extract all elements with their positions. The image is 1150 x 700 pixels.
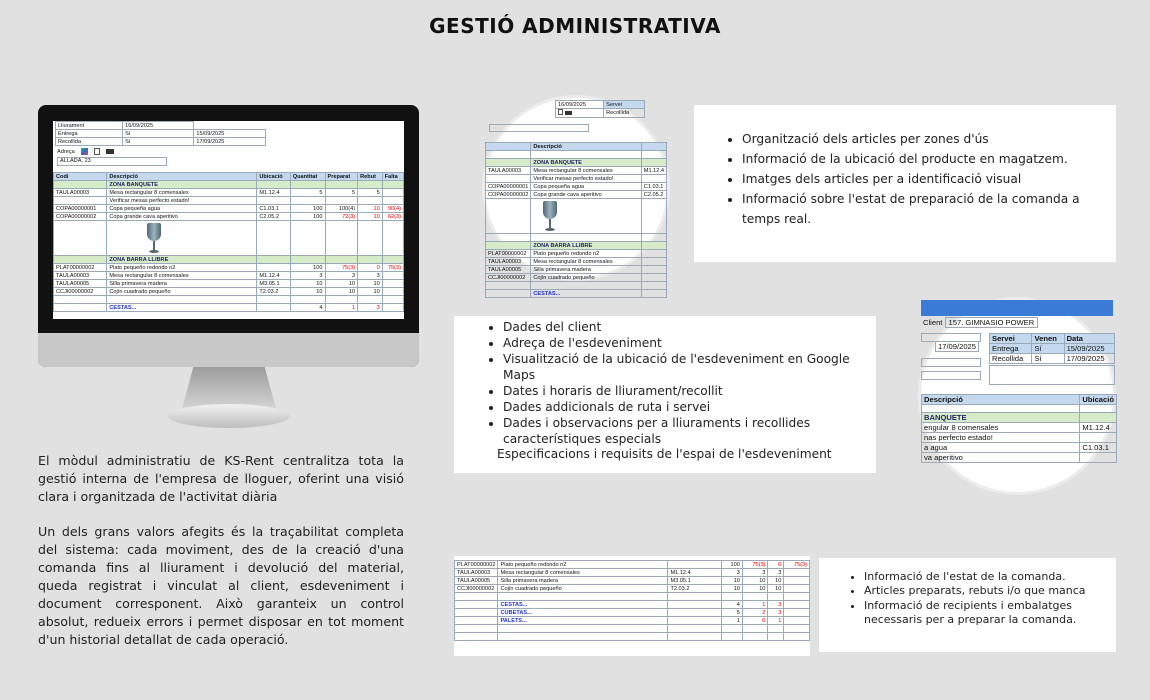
service-recollida: Recollida [56,138,123,146]
service-entrega: Entrega [56,130,123,138]
table-row[interactable]: TAULA00005 Silla primavera madera M3.05.1 10 10 10 [54,280,404,288]
table-row[interactable]: CCJI00000002 Cojín cuadrado pequeño T2.03.2 10 10 10 [54,288,404,296]
col-codi[interactable]: Codi [54,173,107,181]
table-row[interactable]: CESTAS... 4 1 3 [455,601,810,609]
col-descripcio[interactable]: Descripció [107,173,257,181]
monitor-screen [53,121,404,319]
list-item: • Dades i observacions per a lliuraments i recollides característiques especials [503,415,853,447]
cestas-link[interactable]: CESTAS... [107,304,257,312]
delivery-label: Lliurament [56,122,123,130]
table-row[interactable]: TAULA00003 Mesa rectangular 8 comensales M1.12.4 5 5 5 [54,189,404,197]
extra-note: Especificacions i requisits de l'espai de l'esdeveniment [497,447,832,461]
monitor-base [168,404,290,428]
document-icon[interactable] [558,109,563,115]
zone-barra: ZONA BARRA LLIBRE [107,256,257,264]
cestas-link[interactable]: CESTAS... [498,601,668,609]
table-row[interactable]: PLAT00000002 Plato pequeño redondo n2 100 75(3) 0 75(3) [455,561,810,569]
service-entrega-date: 15/09/2025 [194,130,265,138]
col-preparat[interactable]: Preparat [325,173,358,181]
wine-glass-image [147,223,161,253]
title-bar [921,300,1113,316]
list-item: • Dates i horaris de lliurament/recollit [503,383,853,399]
list-item: • Adreça de l'esdeveniment [503,335,853,351]
service-recollida-date: 17/09/2025 [194,138,265,146]
intro-paragraph: El mòdul administratiu de KS-Rent centralitza tota la gestió interna de l'empresa de lloguer, oferint una visió clara i organitzada de l'activitat diària [38,453,404,504]
col-quantitat[interactable]: Quantitat [290,173,325,181]
list-item: • Informació de la ubicació del producte en magatzem. [742,149,1102,169]
traceability-paragraph: Un dels grans valors afegits és la traçabilitat completa del sistema: cada moviment, des de la creació d'una comanda fins al lliurament i devolució del material, queda registrat i vinculat al client, esdeveniment i document corresponent. Això garanteix un control absolut, redueix errors i permet disposar en tot moment d'un historial detallat de cada operació. [38,524,404,647]
zoom-address-field[interactable] [489,124,589,132]
col-falta[interactable]: Falta [382,173,403,181]
table-row[interactable]: COPA00000002 Copa grande cava aperitivo C2.05.2 100 72(3) 10 62(3) [54,213,404,221]
table-row[interactable]: PLAT00000002 Plato pequeño redondo n2 100 75(3) 0 75(3) [54,264,404,272]
page-title: GESTIÓ ADMINISTRATIVA [429,14,721,38]
table-row[interactable]: Verificar mesas perfecto estado! [54,197,404,205]
list-item: • Dades addicionals de ruta i servei [503,399,853,415]
client-subfield[interactable] [921,333,981,342]
cubetas-link[interactable]: CUBETAS... [498,609,668,617]
list-item: • Visualització de la ubicació de l'esdeveniment en Google Maps [503,351,853,383]
table-row[interactable]: TAULA00003 Mesa rectangular 8 comensales M1.12.4 3 3 3 [455,569,810,577]
address-field-1[interactable] [921,358,981,367]
truck-icon[interactable] [106,149,114,154]
truck-icon[interactable] [565,111,572,115]
features-box-status [819,558,1116,652]
date-field[interactable]: 17/09/2025 [935,341,979,352]
monitor-chin [38,333,419,367]
table-row[interactable]: CUBETAS... 5 2 3 [455,609,810,617]
client-label: Client [923,318,943,327]
zoom-circle-client: Client 157. GIMNASIO POWER 17/09/2025 Servei Venen Data Entrega Sí 15/09/2025 Recollida Sí 17/09/2025 Descripció Ubicació BANQUETE engular 8 comensales M1.12.4 nas perfecto estado! a agua C1.03.1 va aperitivo [918,297,1116,495]
list-item: • Articles preparats, rebuts i/o que manca [864,584,1114,598]
col-ubicacio[interactable]: Ubicació [257,173,290,181]
table-row[interactable]: TAULA00003 Mesa rectangular 8 comensales M1.12.4 3 3 3 [54,272,404,280]
delivery-date: 16/09/2025 [123,122,194,130]
service-entrega-flag: Sí [123,130,194,138]
list-item: • Imatges dels articles per a identificació visual [742,169,1102,189]
document-icon[interactable] [94,148,100,155]
list-item: • Informació sobre l'estat de preparació de la comanda a temps real. [742,189,1102,229]
address-label: Adreça [57,148,75,155]
palets-link[interactable]: PALETS... [498,617,668,625]
table-row[interactable]: CCJI00000002 Cojín cuadrado pequeño T2.03.2 10 10 10 [455,585,810,593]
order-header-table [55,121,266,146]
list-item: • Dades del client [503,319,853,335]
service-recollida-flag: Sí [123,138,194,146]
list-item: • Organització dels articles per zones d'ús [742,129,1102,149]
table-row[interactable]: PALETS... 1 0 1 [455,617,810,625]
maps-icon[interactable] [81,148,88,155]
list-item: • Informació de l'estat de la comanda. [864,570,1114,584]
col-rebut[interactable]: Rebut [358,173,383,181]
table-row[interactable]: TAULA00005 Silla primavera madera M3.05.1 10 10 10 [455,577,810,585]
address-field-2[interactable] [921,371,981,380]
list-item: • Informació de recipients i embalatges necessaris per a preparar la comanda. [864,599,1114,628]
wine-glass-image [543,201,557,231]
features-box-client [454,316,876,473]
monitor-stand [182,367,276,409]
monitor-frame [38,105,419,367]
items-table: Codi Descripció Ubicació Quantitat Preparat Rebut Falta ZONA BANQUETE TAULA00003 Mesa rectangular 8 comensales M1.12.4 5 5 5 Verificar mesas perfecto estado! COPA00000001 Copa pequeña agua C1.03.1 100 100(4) 10 90(4) COPA00000002 Copa grande cava aperitivo C2.05.2 100 72(3) 10 62(3) ZONA BARRA LLIBRE PLAT00000002 Plato pequeño redondo n2 100 75(3) 0 75(3) TAULA00003 Mesa rectangular 8 comensales M1.12.4 3 3 3 TAULA00005 Silla primavera madera M3.05.1 10 10 10 CCJI00000002 Cojín cuadrado pequeño T2.03.2 10 10 10 CESTAS... 4 1 3 [53,172,404,312]
zone-banquete: ZONA BANQUETE [107,181,257,189]
features-box-items [694,105,1116,262]
address-field[interactable]: ALLADA, 23 [57,157,167,166]
client-field[interactable]: 157. GIMNASIO POWER [945,317,1039,328]
notes-field[interactable] [989,365,1115,385]
table-row[interactable]: COPA00000001 Copa pequeña agua C1.03.1 100 100(4) 10 90(4) [54,205,404,213]
status-table-strip [454,556,810,656]
zoom-circle-items: 16/09/2025 Servei Recollida Descripció ZONA BANQUETE TAULA00003 Mesa rectangular 8 comensales M1.12.4 Verificar mesas perfecto estado! COPA00000001 Copa pequeña agua C1.03.1 COPA00000002 Copa grande cava aperitivo C2.05.2 ZONA BARRA LLIBRE PLAT00000002 Plato pequeño redondo n2 TAULA00003 Mesa rectangular 8 comensales TAULA00005 Silla primavera madera CCJI00000002 Cojín cuadrado pequeño CESTAS... [482,95,670,281]
